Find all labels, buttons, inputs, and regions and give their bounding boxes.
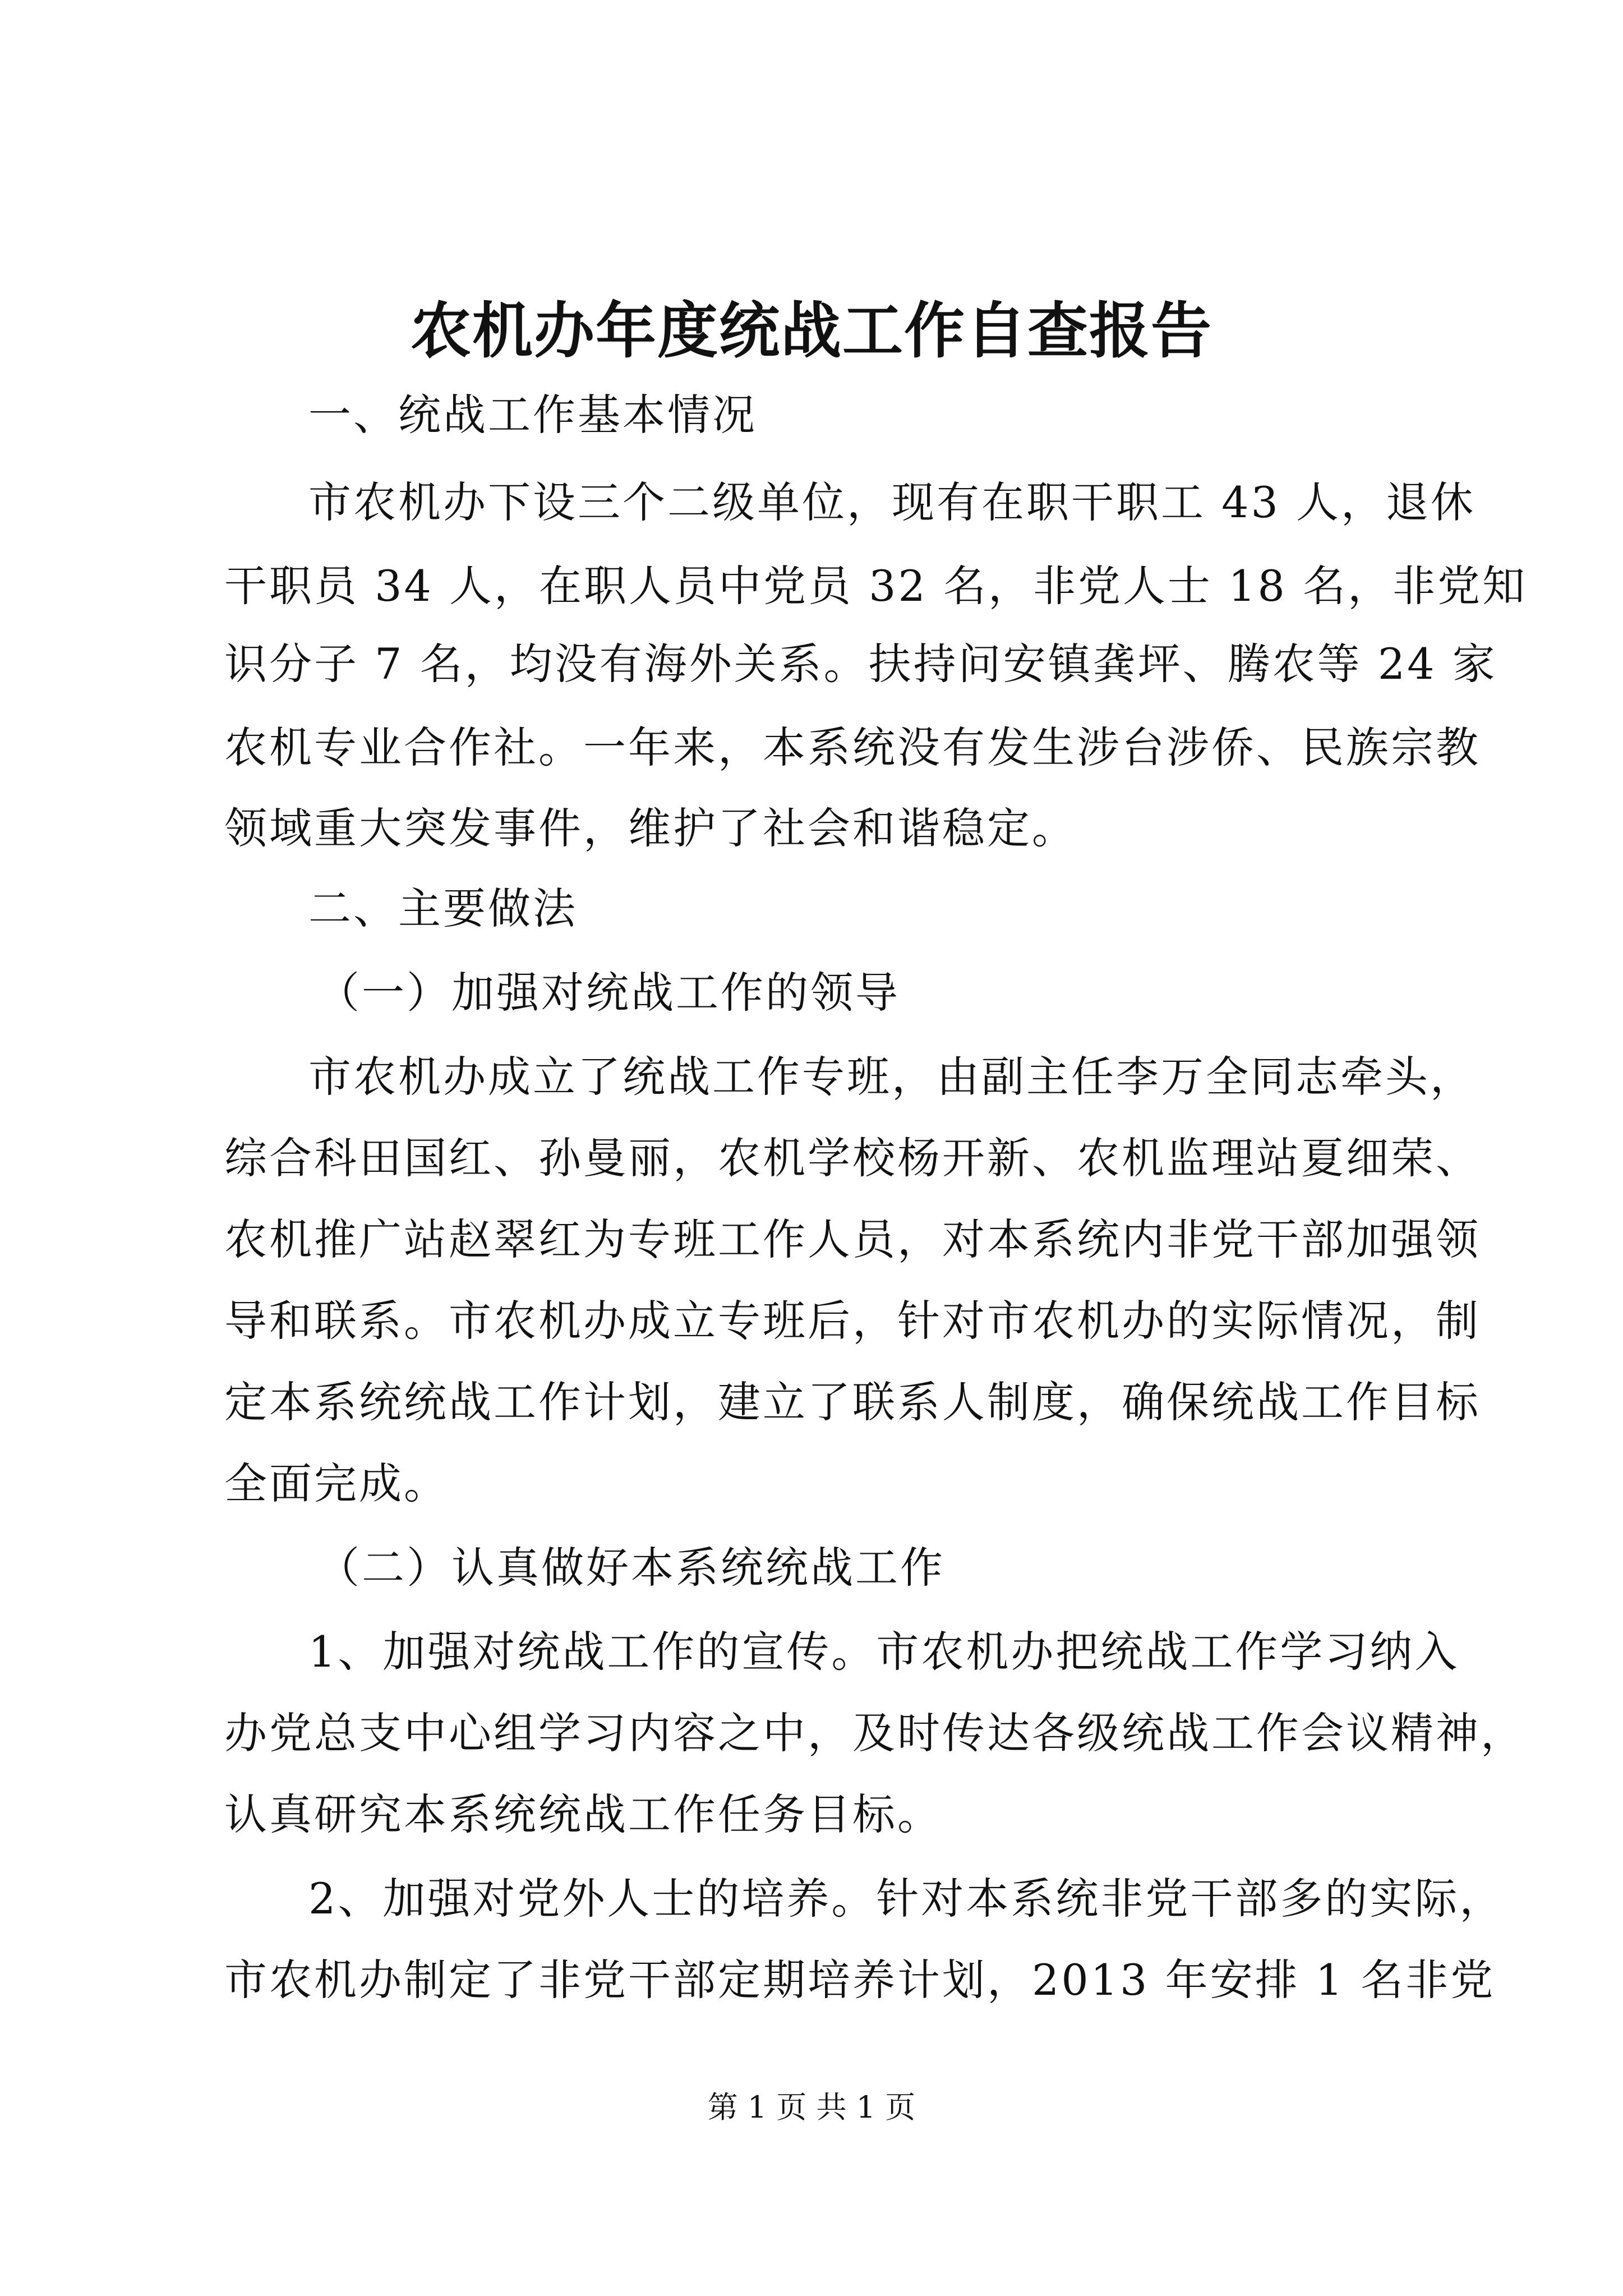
- document-title: 农机办年度统战工作自查报告: [410, 296, 1212, 366]
- paragraph-line: 办党总支中心组学习内容之中，及时传达各级统战工作会议精神，: [224, 1708, 1525, 1758]
- paragraph-line: 市农机办下设三个二级单位，现有在职干职工 43 人，退休: [308, 477, 1476, 527]
- paragraph-line: 导和联系。市农机办成立专班后，针对市农机办的实际情况，制: [224, 1296, 1481, 1346]
- page-footer: 第 1 页 共 1 页: [707, 2090, 916, 2125]
- heading-basic-situation: 一、统战工作基本情况: [308, 390, 757, 440]
- paragraph-line: 领域重大突发事件，维护了社会和谐稳定。: [224, 803, 1077, 853]
- paragraph-line: 1、加强对统战工作的宣传。市农机办把统战工作学习纳入: [308, 1627, 1460, 1677]
- paragraph-line: 定本系统统战工作计划，建立了联系人制度，确保统战工作目标: [224, 1377, 1481, 1427]
- paragraph-line: 干职员 34 人，在职人员中党员 32 名，非党人士 18 名，非党知: [224, 561, 1528, 611]
- paragraph-line: 全面完成。: [224, 1458, 449, 1508]
- paragraph-line: 识分子 7 名，均没有海外关系。扶持问安镇龚坪、腾农等 24 家: [224, 639, 1497, 689]
- paragraph-line: 市农机办制定了非党干部定期培养计划，2013 年安排 1 名非党: [224, 1955, 1496, 2005]
- paragraph-line: 农机专业合作社。一年来，本系统没有发生涉台涉侨、民族宗教: [224, 723, 1481, 772]
- paragraph-line: 农机推广站赵翠红为专班工作人员，对本系统内非党干部加强领: [224, 1214, 1481, 1264]
- heading-main-practices: 二、主要做法: [308, 884, 578, 933]
- paragraph-line: 认真研究本系统统战工作任务目标。: [224, 1789, 942, 1839]
- paragraph-line: 2、加强对党外人士的培养。针对本系统非党干部多的实际，: [308, 1874, 1505, 1924]
- subheading-leadership: （一）加强对统战工作的领导: [317, 968, 900, 1018]
- paragraph-line: 市农机办成立了统战工作专班，由副主任李万全同志牵头，: [308, 1052, 1475, 1102]
- subheading-system-work: （二）认真做好本系统统战工作: [317, 1543, 945, 1593]
- paragraph-line: 综合科田国红、孙曼丽，农机学校杨开新、农机监理站夏细荣、: [224, 1133, 1481, 1183]
